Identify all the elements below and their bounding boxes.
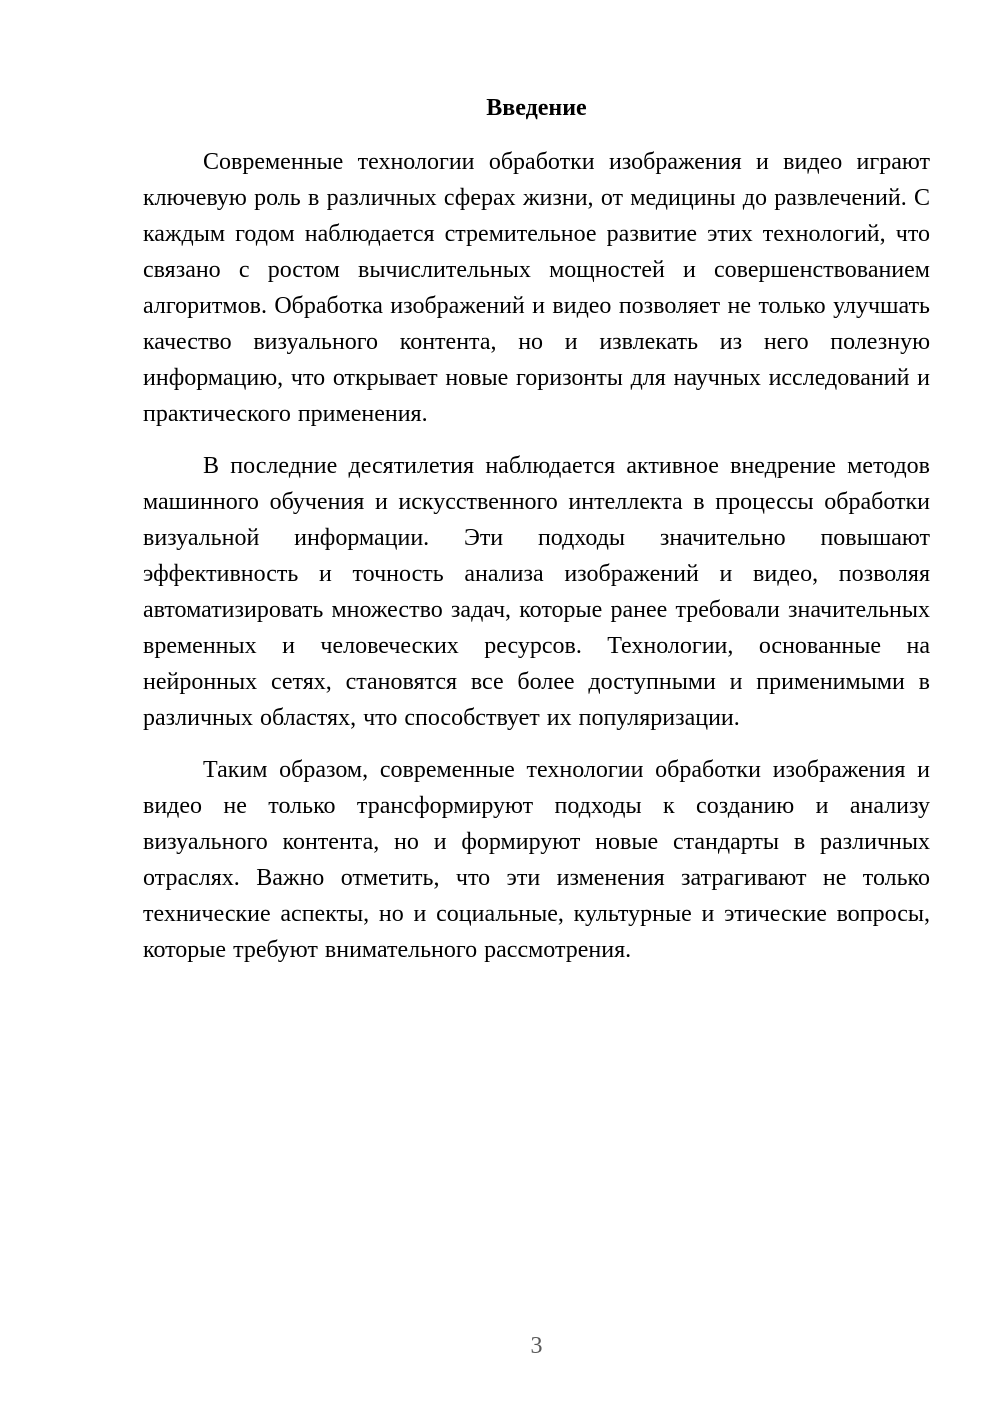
paragraph-1: Современные технологии обработки изображения и видео играют ключевую роль в различных сферах жизни, от медицины до развлечений. С каждым годом наблюдается стремительное развитие этих технологий, что связано с ростом вычислительных мощностей и совершенствованием алгоритмов. Обработка изображений и видео позволяет не только улучшать качество визуального контента, но и извлекать из него полезную информацию, что открывает новые горизонты для научных исследований и практического применения. — [143, 149, 930, 427]
section-title: Введение — [486, 95, 587, 121]
paragraph-2: В последние десятилетия наблюдается активное внедрение методов машинного обучения и искусственного интеллекта в процессы обработки визуальной информации. Эти подходы значительно повышают эффективность и точность анализа изображений и видео, позволяя автоматизировать множество задач, которые ранее требовали значительных временных и человеческих ресурсов. Технологии, основанные на нейронных сетях, становятся все более доступными и применимыми в различных областях, что способствует их популяризации. — [143, 453, 930, 731]
paragraph-3: Таким образом, современные технологии обработки изображения и видео не только трансформируют подходы к созданию и анализу визуального контента, но и формируют новые стандарты в различных отраслях. Важно отметить, что эти изменения затрагивают не только технические аспекты, но и социальные, культурные и этические вопросы, которые требуют внимательного рассмотрения. — [143, 757, 930, 963]
page-number: 3 — [530, 1333, 543, 1359]
